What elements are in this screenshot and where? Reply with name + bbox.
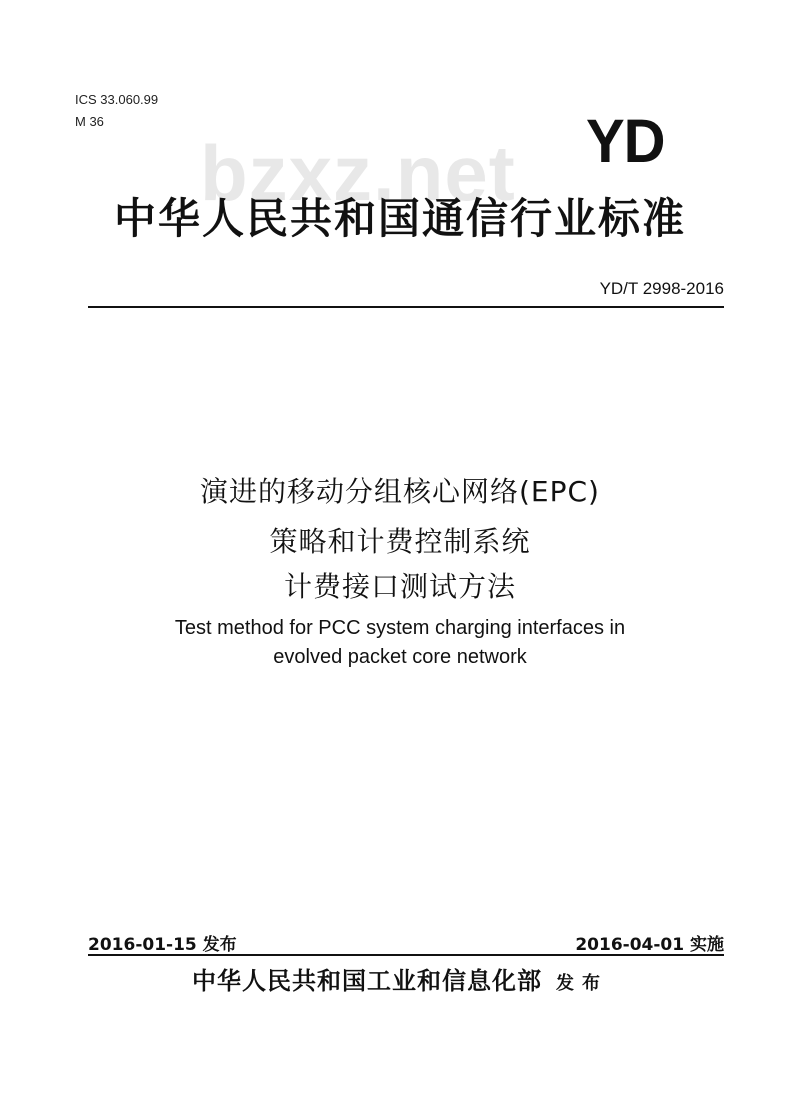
standard-category-title: 中华人民共和国通信行业标准 [113,194,686,243]
issuer-name: 中华人民共和国工业和信息化部 [192,967,542,995]
title-en-line-1: Test method for PCC system charging interfaces in [174,617,626,639]
issuer-line [0,961,800,996]
classification-code: M 36 [75,114,104,129]
standard-number: YD/T 2998-2016 [599,279,724,298]
ics-code: ICS 33.060.99 [75,92,159,107]
title-zh-line-2: 策略和计费控制系统 [269,525,531,558]
title-en-line-2: evolved packet core network [273,646,527,668]
issuer-suffix: 发布 [556,973,608,994]
issue-date: 2016-01-15 发布 [88,935,237,955]
implementation-date: 2016-04-01 实施 [575,935,724,955]
title-zh-line-1: 演进的移动分组核心网络(EPC) [200,475,600,508]
title-zh-line-3: 计费接口测试方法 [283,570,516,603]
bottom-divider [88,954,724,956]
top-divider [88,306,724,308]
watermark: bzxz.net [200,129,516,217]
yd-logo: YD [586,107,665,176]
